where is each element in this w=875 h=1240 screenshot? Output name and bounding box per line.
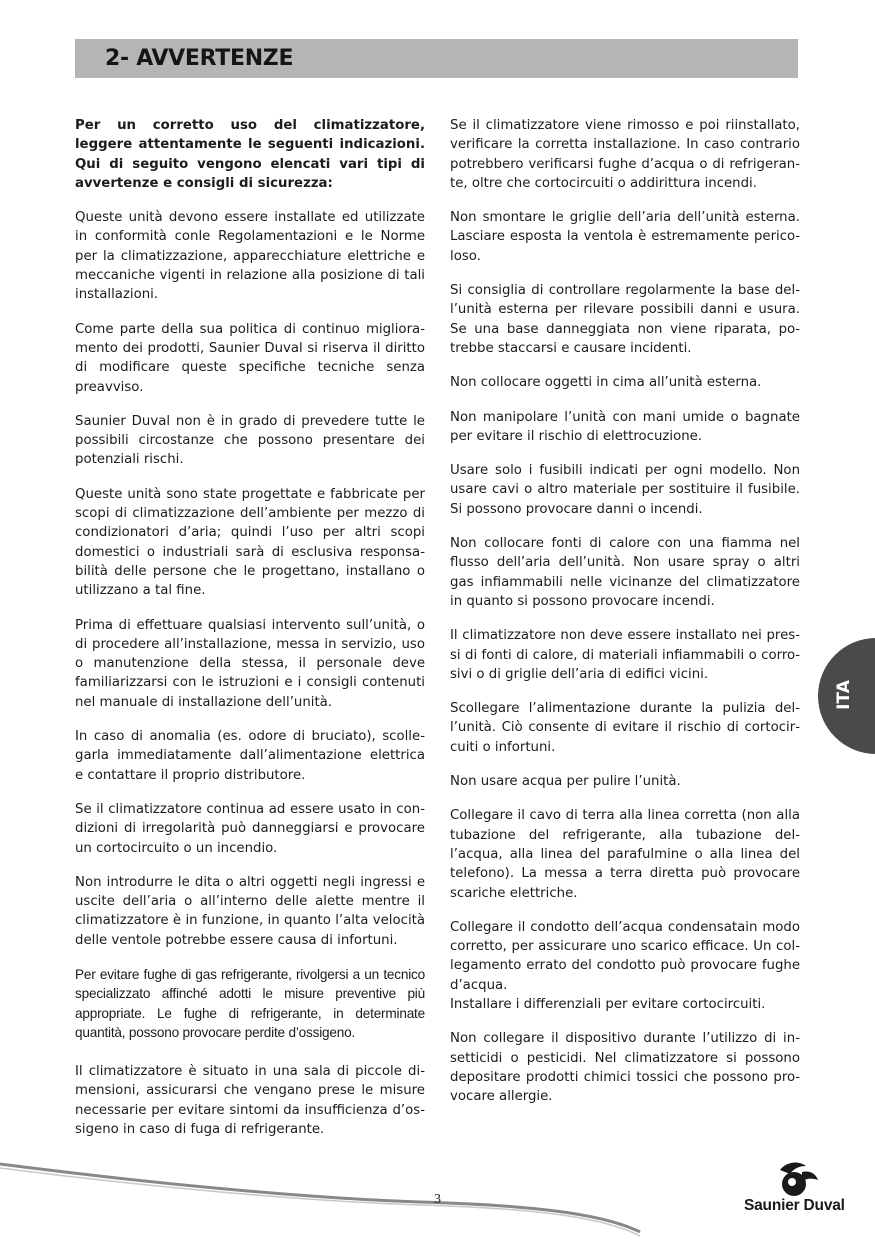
paragraph: Saunier Duval non è in grado di prevedere tutte le possibili circostanze che possono presentare dei potenziali rischi. bbox=[75, 413, 425, 468]
paragraph: Se il climatizzatore viene rimosso e poi riinstallato, verificare la corretta installazione. In caso contrario potrebbero verificarsi fughe d’acqua o di refrigerante, oltre che cortocircuiti o addirittura incendi. bbox=[450, 118, 800, 191]
decorative-swoosh bbox=[0, 1140, 875, 1240]
paragraph: Non collegare il dispositivo durante l’utilizzo di insetticidi o pesticidi. Nel climatizzatore si possono depositare prodotti chimici tossici che possono provocare allergie. bbox=[450, 1031, 800, 1105]
paragraph: Per evitare fughe di gas refrigerante, rivolgersi a un tecnico specializzato affinché adotti le misure preventive più appropriate. Le fughe di refrigerante, in determinate quantità, possono provocare perdite d’ossigeno. bbox=[75, 966, 425, 1040]
right-column bbox=[450, 116, 800, 1121]
paragraph: Non manipolare l’unità con mani umide o bagnate per evitare il rischio di elettrocuzione. bbox=[450, 409, 800, 444]
section-title: 2- AVVERTENZE bbox=[105, 46, 294, 71]
brand-name: Saunier Duval bbox=[744, 1197, 845, 1214]
paragraph: Installare i differenziali per evitare cortocircuiti. bbox=[450, 996, 766, 1012]
paragraph: Non collocare oggetti in cima all’unità esterna. bbox=[450, 375, 762, 391]
paragraph: Collegare il cavo di terra alla linea corretta (non alla tubazione del refrigerante, alla tubazione dell’acqua, alla linea del parafulmine o alla linea del telefono). La messa a terra diretta può provocare scariche elettriche. bbox=[450, 808, 800, 901]
paragraph: Collegare il condotto dell’acqua condensatain modo corretto, per assicurare uno scarico efficace. Un collegamento errato del condotto può provocare fughe d’acqua. bbox=[450, 919, 800, 993]
paragraph: Usare solo i fusibili indicati per ogni modello. Non usare cavi o altro materiale per sostituire il fusibile. Si possono provocare danni o incendi. bbox=[450, 463, 800, 517]
paragraph: Non collocare fonti di calore con una fiamma nel flusso dell’aria dell’unità. Non usare spray o altri gas infiammabili nelle vicinanze del climatizzatore in quanto si possono provocare incendi. bbox=[450, 536, 800, 609]
paragraph: Prima di effettuare qualsiasi intervento sull’unità, o di procedere all’installazione, messa in servizio, uso o manutenzione della stessa, il personale deve familiarizzarsi con le istruzioni e i consigli contenuti nel manuale di installazione dell’unità. bbox=[75, 617, 425, 710]
paragraph: Queste unità devono essere installate ed utilizzate in conformità conle Regolamentazioni e le Norme per la climatizzazione, apparecchiature elettriche e meccaniche vigenti in relazione alla posizione di tali installazioni. bbox=[75, 210, 425, 303]
paragraph: Il climatizzatore non deve essere installato nei pressi di fonti di calore, di materiali infiammabili o corrosivi o di griglie dell’aria di edifici vicini. bbox=[450, 628, 800, 682]
paragraph: Non introdurre le dita o altri oggetti negli ingressi e uscite dell’aria o all’interno delle alette mentre il climatizzatore è in funzione, in quanto l’alta velocità delle ventole potrebbe essere causa di infortuni. bbox=[75, 874, 425, 948]
page-number: 3 bbox=[434, 1192, 441, 1207]
intro-paragraph: Per un corretto uso del climatizzatore, leggere attentamente le seguenti indicazioni. Qui di seguito vengono elencati vari tipi di avvertenze e consigli di sicurezza: bbox=[75, 118, 425, 191]
paragraph: Non smontare le griglie dell’aria dell’unità esterna. Lasciare esposta la ventola è estremamente pericoloso. bbox=[450, 210, 800, 264]
paragraph: Si consiglia di controllare regolarmente la base dell’unità esterna per rilevare possibili danni e usura. Se una base danneggiata non viene riparata, potrebbe staccarsi e causare incidenti. bbox=[450, 283, 800, 356]
paragraph: Il climatizzatore è situato in una sala di piccole dimensioni, assicurarsi che vengano prese le misure necessarie per evitare sintomi da insufficienza d’ossigeno in caso di fuga di refrigerante. bbox=[75, 1064, 425, 1138]
paragraph: Non usare acqua per pulire l’unità. bbox=[450, 774, 681, 790]
left-column bbox=[75, 116, 425, 1154]
paragraph: Come parte della sua politica di continuo miglioramento dei prodotti, Saunier Duval si riserva il diritto di modificare queste specifiche tecniche senza preavviso. bbox=[75, 321, 425, 395]
paragraph: Queste unità sono state progettate e fabbricate per scopi di climatizzazione dell’ambiente per mezzo di condizionatori d’aria; quindi l’uso per altri scopi domestici o industriali sarà di esclusiva responsabilità delle persone che le progettano, installano o utilizzano a tal fine. bbox=[75, 486, 425, 599]
language-tab-label: ITA bbox=[834, 680, 854, 710]
saunier-duval-logo-icon bbox=[772, 1160, 822, 1198]
paragraph: In caso di anomalia (es. odore di bruciato), scollegarla immediatamente dall’alimentazione elettrica e contattare il proprio distributore. bbox=[75, 729, 425, 783]
section-header-bar bbox=[75, 39, 798, 78]
paragraph: Scollegare l’alimentazione durante la pulizia dell’unità. Ciò consente di evitare il rischio di cortocircuiti o infortuni. bbox=[450, 701, 800, 755]
paragraph: Se il climatizzatore continua ad essere usato in condizioni di irregolarità può danneggiarsi e provocare un cortocircuito o un incendio. bbox=[75, 801, 425, 856]
